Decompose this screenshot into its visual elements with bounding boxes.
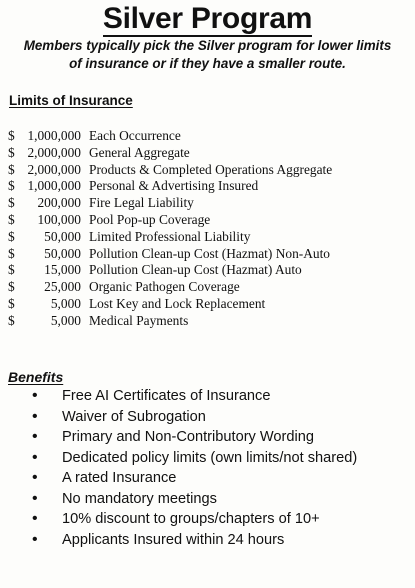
- limit-row: [8, 246, 413, 263]
- dollar-sign: $: [8, 295, 15, 311]
- limit-amount-value: 2,000,000: [27, 161, 81, 177]
- limit-amount-value: 100,000: [37, 211, 81, 227]
- limit-amount-value: 15,000: [44, 262, 81, 278]
- limit-amount-value: 2,000,000: [27, 144, 81, 160]
- limit-label: Limited Professional Liability: [89, 228, 251, 244]
- subtitle-line-1: Members typically pick the Silver program for lower limits: [23, 38, 392, 53]
- limit-amount-value: 5,000: [50, 295, 81, 311]
- benefits-list: [0, 386, 415, 550]
- dollar-sign: $: [8, 211, 15, 227]
- limit-amount-value: 50,000: [44, 245, 81, 261]
- dollar-sign: $: [8, 262, 15, 278]
- limit-label: General Aggregate: [89, 144, 190, 160]
- limit-row: [8, 178, 413, 195]
- bullet-icon: •: [32, 387, 38, 404]
- benefit-item: [0, 386, 415, 407]
- benefit-item: [0, 489, 415, 510]
- bullet-icon: •: [32, 448, 38, 466]
- benefit-text: Primary and Non-Contributory Wording: [62, 429, 314, 445]
- benefit-text: Applicants Insured within 24 hours: [62, 531, 285, 548]
- bullet-icon: •: [32, 407, 38, 425]
- dollar-sign: $: [8, 128, 15, 143]
- benefit-item: [0, 427, 415, 448]
- limit-label: Lost Key and Lock Replacement: [89, 295, 266, 311]
- benefit-item: [0, 407, 415, 428]
- dollar-sign: $: [8, 312, 15, 328]
- benefit-text: 10% discount to groups/chapters of 10+: [62, 511, 320, 527]
- limit-label: Products & Completed Operations Aggregate: [89, 161, 333, 177]
- bullet-icon: •: [32, 428, 38, 445]
- subtitle-line-2: of insurance or if they have a smaller route.: [69, 56, 346, 71]
- limit-label: Pollution Clean-up Cost (Hazmat) Auto: [89, 262, 302, 278]
- limit-amount-value: 5,000: [50, 312, 81, 328]
- limits-list: [8, 128, 413, 330]
- benefit-text: No mandatory meetings: [62, 490, 217, 507]
- limit-label: Each Occurrence: [89, 128, 181, 143]
- limit-row: [8, 145, 413, 162]
- page-title: Silver Program: [102, 2, 313, 35]
- benefit-text: Dedicated policy limits (own limits/not shared): [62, 449, 358, 466]
- dollar-sign: $: [8, 144, 15, 160]
- dollar-sign: $: [8, 245, 15, 261]
- limit-row: [8, 229, 413, 246]
- limit-amount-value: 25,000: [44, 279, 81, 295]
- limit-label: Fire Legal Liability: [89, 195, 194, 211]
- limit-label: Pollution Clean-up Cost (Hazmat) Non-Auto: [89, 245, 330, 261]
- limit-label: Medical Payments: [89, 312, 189, 328]
- benefits-heading: Benefits: [8, 369, 64, 385]
- dollar-sign: $: [8, 228, 15, 244]
- bullet-icon: •: [32, 510, 38, 527]
- limit-label: Personal & Advertising Insured: [89, 178, 259, 194]
- benefit-item: [0, 530, 415, 551]
- limit-row: [8, 296, 413, 313]
- limit-amount-value: 200,000: [37, 195, 81, 211]
- limit-amount-value: 1,000,000: [27, 178, 81, 194]
- benefit-text: A rated Insurance: [62, 470, 177, 486]
- limit-row: [8, 195, 413, 212]
- benefit-text: Free AI Certificates of Insurance: [62, 388, 271, 404]
- benefit-item: [0, 468, 415, 489]
- limit-row: [8, 128, 413, 145]
- benefit-item: [0, 448, 415, 469]
- bullet-icon: •: [32, 530, 38, 548]
- bullet-icon: •: [32, 469, 38, 486]
- dollar-sign: $: [8, 195, 15, 211]
- limit-amount-value: 50,000: [44, 228, 81, 244]
- dollar-sign: $: [8, 279, 15, 295]
- limit-row: [8, 212, 413, 229]
- limit-row: [8, 279, 413, 296]
- limit-row: [8, 262, 413, 279]
- bullet-icon: •: [32, 489, 38, 507]
- limit-label: Organic Pathogen Coverage: [89, 279, 240, 295]
- benefit-text: Waiver of Subrogation: [62, 408, 206, 425]
- benefit-item: [0, 509, 415, 530]
- limit-label: Pool Pop-up Coverage: [89, 211, 211, 227]
- dollar-sign: $: [8, 161, 15, 177]
- dollar-sign: $: [8, 178, 15, 194]
- limit-row: [8, 162, 413, 179]
- subtitle: [6, 37, 409, 73]
- limits-heading: Limits of Insurance: [9, 93, 133, 108]
- limit-amount-value: 1,000,000: [27, 128, 81, 143]
- limit-row: [8, 313, 413, 330]
